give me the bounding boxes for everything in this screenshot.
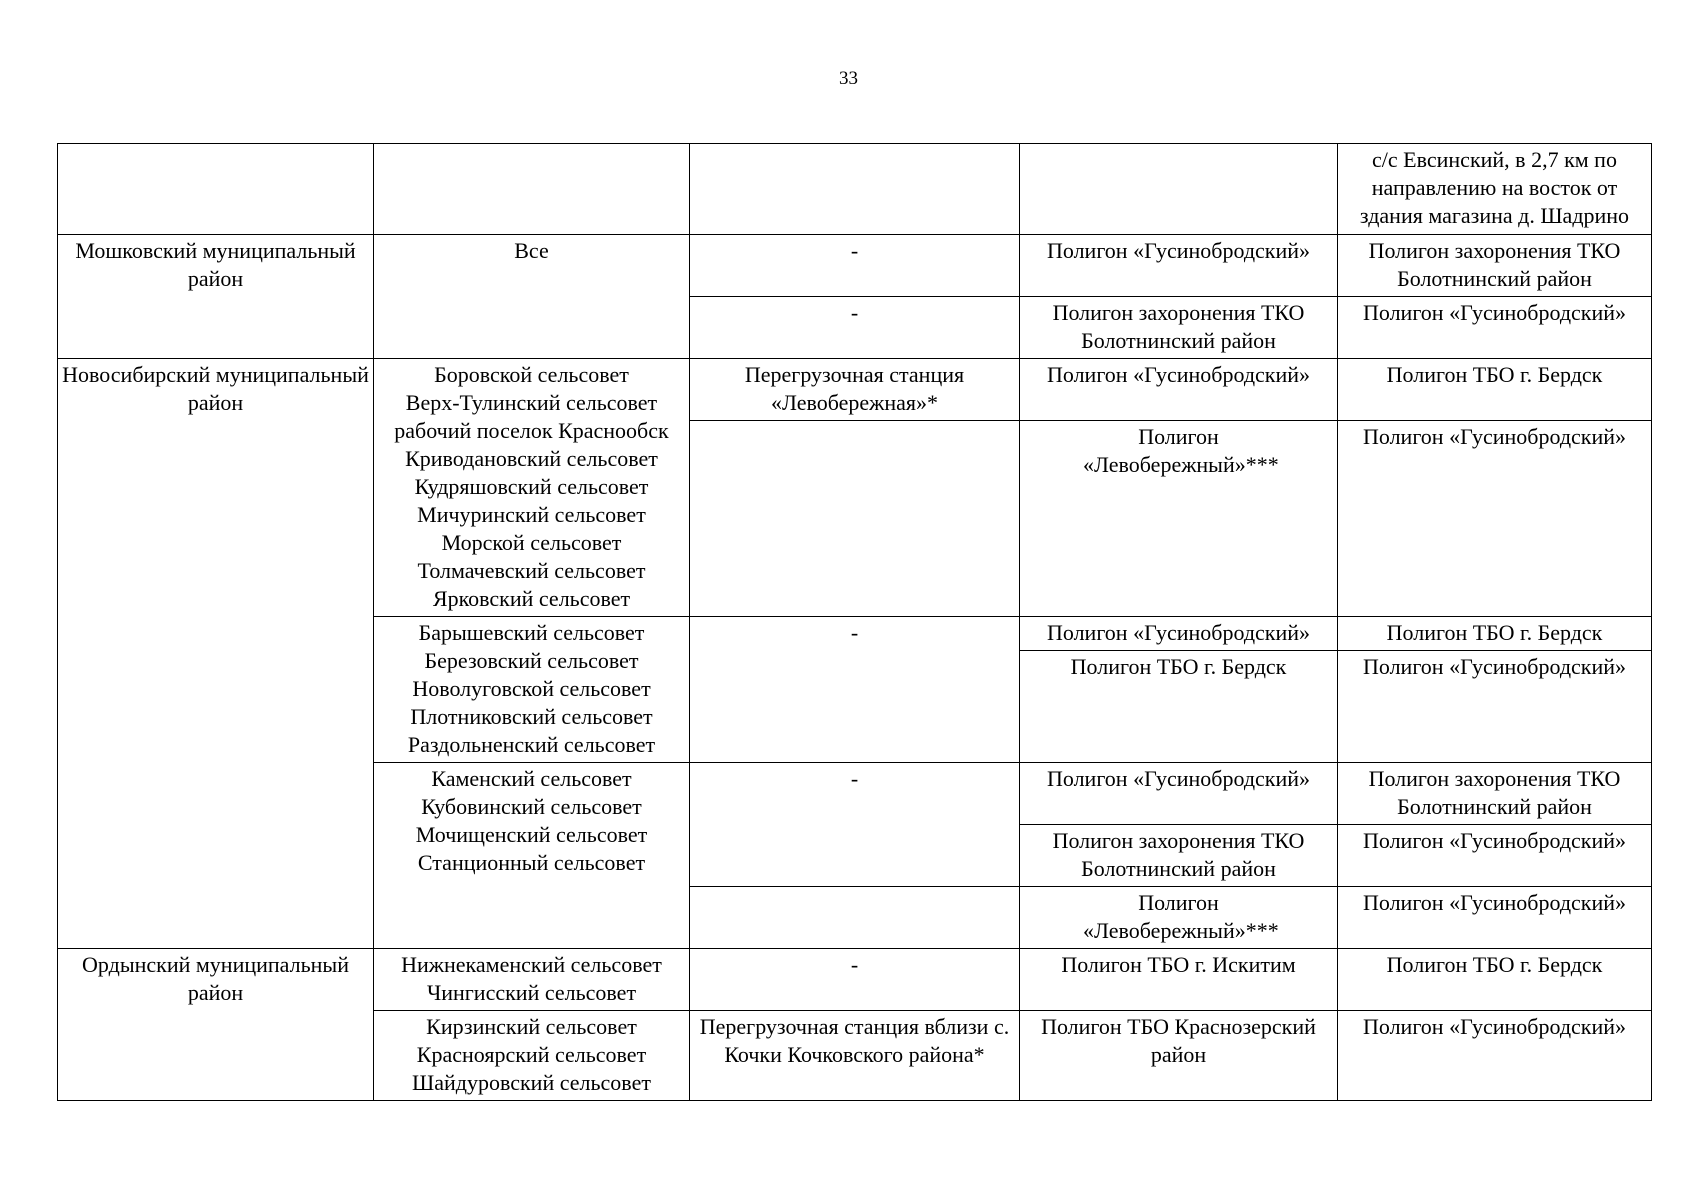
primary-landfill-cell: Полигон ТБО г. Искитим <box>1020 949 1338 1011</box>
waste-routing-table <box>57 143 1652 1101</box>
table-row <box>58 235 1652 297</box>
table-row <box>58 949 1652 1011</box>
primary-landfill-cell: Полигон «Левобережный»*** <box>1020 887 1338 949</box>
settlements-cell: Все <box>374 235 690 359</box>
primary-landfill-cell <box>1020 144 1338 235</box>
primary-landfill-cell: Полигон «Гусинобродский» <box>1020 235 1338 297</box>
transfer-station-cell: - <box>690 949 1020 1011</box>
primary-landfill-cell: Полигон «Гусинобродский» <box>1020 763 1338 825</box>
reserve-landfill-cell: Полигон «Гусинобродский» <box>1338 1011 1652 1101</box>
reserve-landfill-cell: Полигон захоронения ТКО Болотнинский район <box>1338 763 1652 825</box>
settlements-cell: Каменский сельсовет Кубовинский сельсовет Мочищенский сельсовет Станционный сельсовет <box>374 763 690 949</box>
reserve-landfill-cell: Полигон «Гусинобродский» <box>1338 825 1652 887</box>
reserve-landfill-cell: Полигон ТБО г. Бердск <box>1338 359 1652 421</box>
settlements-cell: Нижнекаменский сельсовет Чингисский сельсовет <box>374 949 690 1011</box>
transfer-station-cell: Перегрузочная станция «Левобережная»* <box>690 359 1020 421</box>
page-number: 33 <box>839 68 858 89</box>
reserve-landfill-cell: Полигон ТБО г. Бердск <box>1338 949 1652 1011</box>
district-cell: Мошковский муниципальный район <box>58 235 374 359</box>
transfer-station-cell: - <box>690 235 1020 297</box>
primary-landfill-cell: Полигон «Гусинобродский» <box>1020 617 1338 651</box>
reserve-landfill-cell: Полигон «Гусинобродский» <box>1338 887 1652 949</box>
primary-landfill-cell: Полигон «Левобережный»*** <box>1020 421 1338 617</box>
primary-landfill-cell: Полигон захоронения ТКО Болотнинский район <box>1020 297 1338 359</box>
primary-landfill-cell: Полигон ТБО Краснозерский район <box>1020 1011 1338 1101</box>
transfer-station-cell <box>690 421 1020 617</box>
district-cell: Новосибирский муниципальный район <box>58 359 374 949</box>
settlements-cell: Барышевский сельсовет Березовский сельсовет Новолуговской сельсовет Плотниковский сельсовет Раздольненский сельсовет <box>374 617 690 763</box>
primary-landfill-cell: Полигон ТБО г. Бердск <box>1020 651 1338 763</box>
reserve-landfill-cell: с/с Евсинский, в 2,7 км по направлению на восток от здания магазина д. Шадрино <box>1338 144 1652 235</box>
table-row <box>58 359 1652 421</box>
district-cell <box>58 144 374 235</box>
waste-routing-table-wrapper <box>57 143 1652 1101</box>
primary-landfill-cell: Полигон захоронения ТКО Болотнинский район <box>1020 825 1338 887</box>
reserve-landfill-cell: Полигон ТБО г. Бердск <box>1338 617 1652 651</box>
district-cell: Ордынский муниципальный район <box>58 949 374 1101</box>
reserve-landfill-cell: Полигон «Гусинобродский» <box>1338 651 1652 763</box>
reserve-landfill-cell: Полигон «Гусинобродский» <box>1338 421 1652 617</box>
transfer-station-cell: - <box>690 617 1020 763</box>
transfer-station-cell: - <box>690 763 1020 887</box>
transfer-station-cell: - <box>690 297 1020 359</box>
settlements-cell: Кирзинский сельсовет Красноярский сельсовет Шайдуровский сельсовет <box>374 1011 690 1101</box>
settlements-cell: Боровской сельсовет Верх-Тулинский сельсовет рабочий поселок Краснообск Криводановский сельсовет Кудряшовский сельсовет Мичуринский сельсовет Морской сельсовет Толмачевский сельсовет Ярковский сельсовет <box>374 359 690 617</box>
table-row <box>58 144 1652 235</box>
transfer-station-cell <box>690 144 1020 235</box>
reserve-landfill-cell: Полигон захоронения ТКО Болотнинский район <box>1338 235 1652 297</box>
transfer-station-cell: Перегрузочная станция вблизи с. Кочки Кочковского района* <box>690 1011 1020 1101</box>
settlements-cell <box>374 144 690 235</box>
transfer-station-cell <box>690 887 1020 949</box>
primary-landfill-cell: Полигон «Гусинобродский» <box>1020 359 1338 421</box>
reserve-landfill-cell: Полигон «Гусинобродский» <box>1338 297 1652 359</box>
